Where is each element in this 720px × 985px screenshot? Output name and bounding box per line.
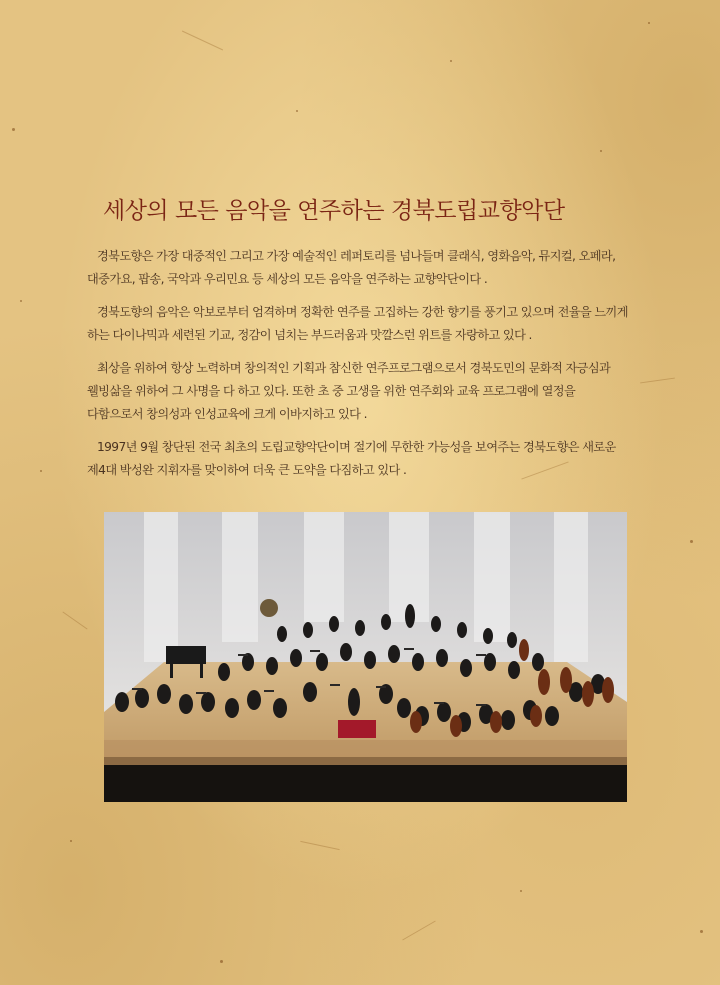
intro-text	[87, 245, 632, 492]
paragraph-mission: 최상을 위하여 항상 노력하며 창의적인 기획과 참신한 연주프로그램으로서 경북도민의 문화적 자긍심과 웰빙삶을 위하여 그 사명을 다 하고 있다. 또한 초 중 고생을 위한 연주회와 교육 프로그램에 열정을 다함으로서 창의성과 인성교육에 크게 이바지하고 있다 .	[87, 361, 611, 421]
paragraph-repertoire: 경북도향은 가장 대중적인 그리고 가장 예술적인 레퍼토리를 넘나들며 클래식, 영화음악, 뮤지컬, 오페라, 대중가요, 팝송, 국악과 우리민요 등 세상의 모든 음악을 연주하는 교향악단이다 .	[87, 249, 616, 286]
orchestra-performance-photo	[104, 512, 627, 802]
paragraph-history: 1997년 9월 창단된 전국 최초의 도립교향악단이며 절기에 무한한 가능성을 보여주는 경북도향은 새로운 제4대 박성완 지휘자를 맞이하여 더욱 큰 도약을 다짐하고 있다 .	[87, 440, 616, 477]
paragraph-sound: 경북도향의 음악은 악보로부터 엄격하며 정확한 연주를 고집하는 강한 향기를 풍기고 있으며 전율을 느끼게 하는 다이나믹과 세련된 기교, 정감이 넘치는 부드러움과 맛깔스런 위트를 자랑하고 있다 .	[87, 305, 628, 342]
page-title: 세상의 모든 음악을 연주하는 경북도립교향악단	[103, 198, 565, 224]
